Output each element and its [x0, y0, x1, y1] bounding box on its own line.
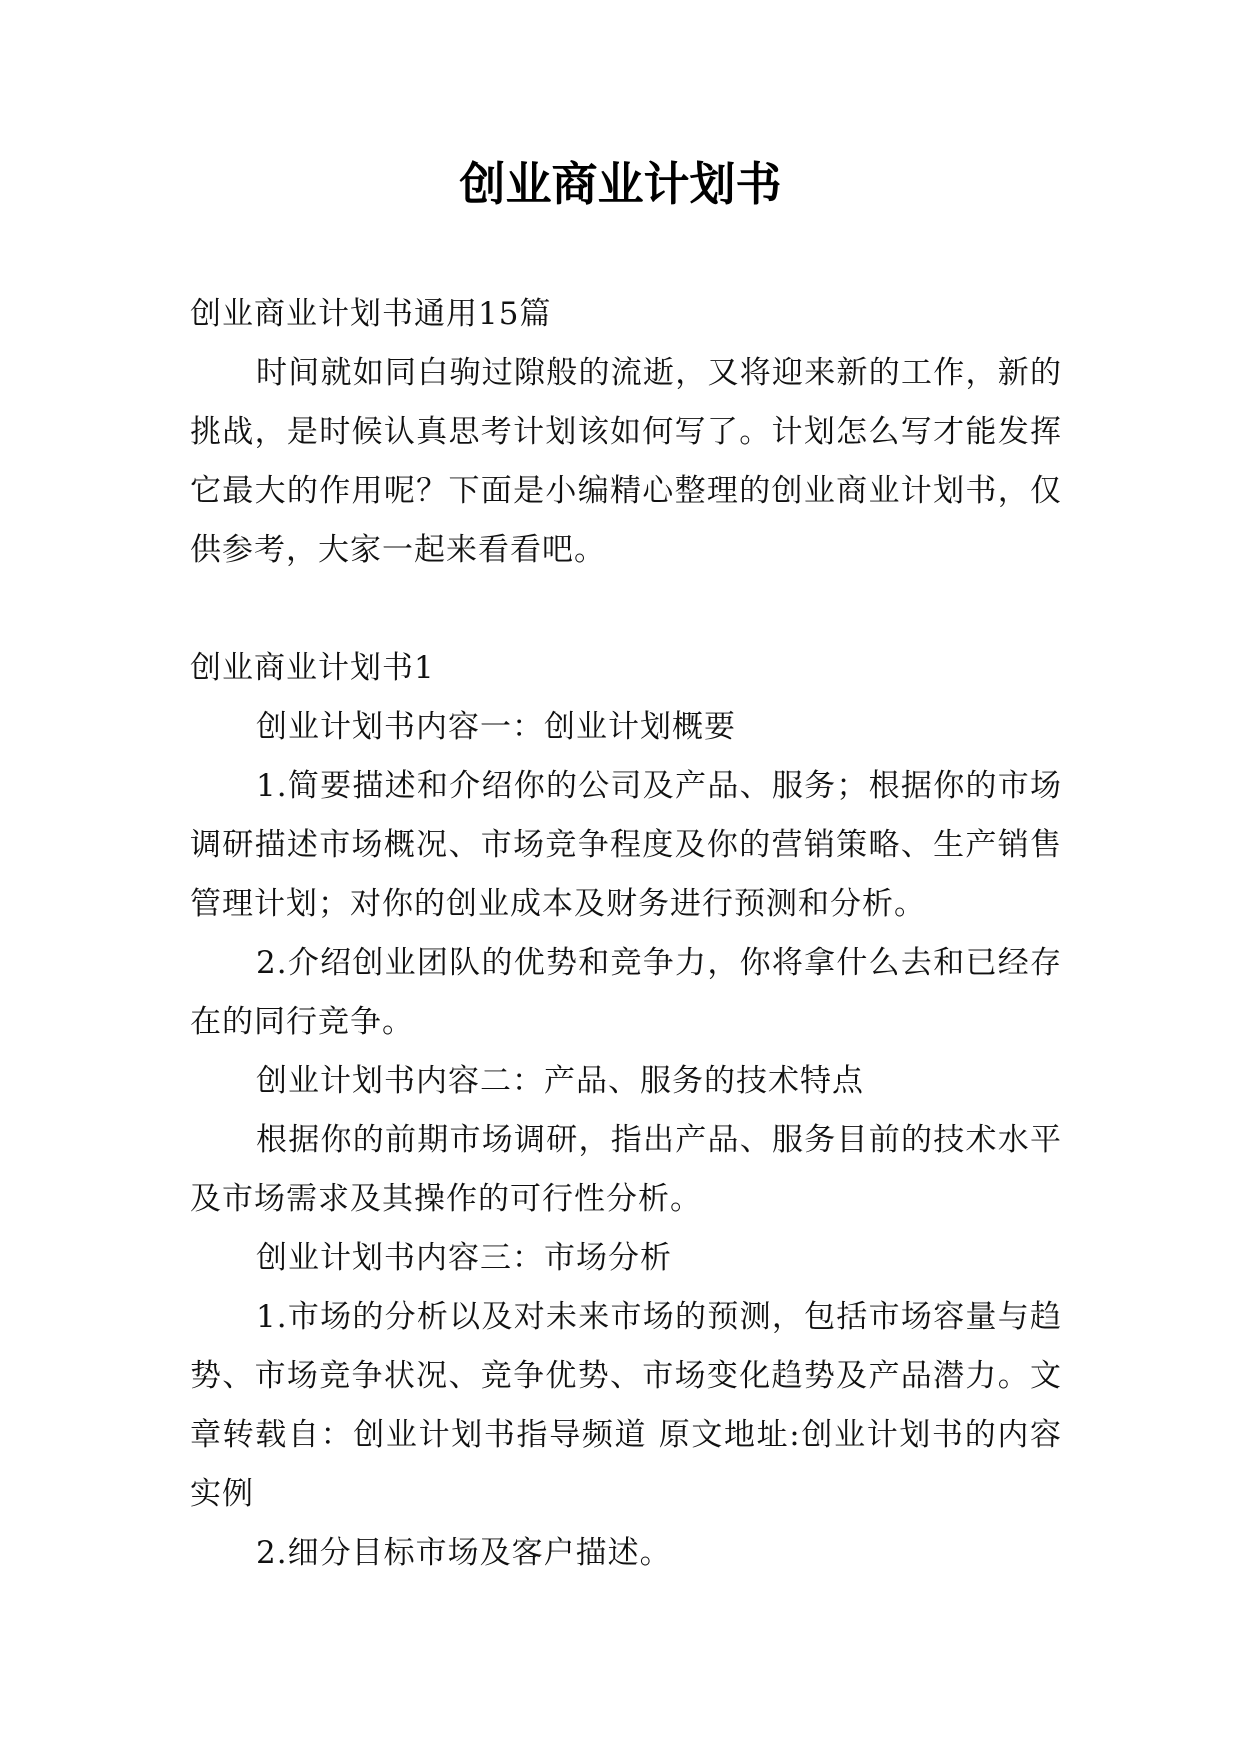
body-paragraph: 1.市场的分析以及对未来市场的预测，包括市场容量与趋势、市场竞争状况、竞争优势、市场变化趋势及产品潜力。文章转载自：创业计划书指导频道 原文地址:创业计划书的内容实例	[190, 1299, 1062, 1512]
body-paragraph: 1.简要描述和介绍你的公司及产品、服务；根据你的市场调研描述市场概况、市场竞争程度及你的营销策略、生产销售管理计划；对你的创业成本及财务进行预测和分析。	[190, 768, 1062, 922]
intro-paragraph: 时间就如同白驹过隙般的流逝，又将迎来新的工作，新的挑战，是时候认真思考计划该如何写了。计划怎么写才能发挥它最大的作用呢？下面是小编精心整理的创业商业计划书，仅供参考，大家一起来看看吧。	[190, 355, 1062, 568]
content-heading: 创业计划书内容二：产品、服务的技术特点	[256, 1063, 864, 1099]
content-heading: 创业计划书内容三：市场分析	[256, 1240, 672, 1276]
subtitle-paragraph: 创业商业计划书通用15篇	[190, 296, 552, 332]
content-heading: 创业计划书内容一：创业计划概要	[256, 709, 736, 745]
document-title: 创业商业计划书	[459, 157, 782, 211]
document-body	[190, 285, 1062, 1583]
body-paragraph: 根据你的前期市场调研，指出产品、服务目前的技术水平及市场需求及其操作的可行性分析。	[190, 1122, 1062, 1217]
section-heading: 创业商业计划书1	[190, 650, 435, 686]
body-paragraph: 2.细分目标市场及客户描述。	[256, 1535, 672, 1571]
body-paragraph: 2.介绍创业团队的优势和竞争力，你将拿什么去和已经存在的同行竞争。	[190, 945, 1062, 1040]
